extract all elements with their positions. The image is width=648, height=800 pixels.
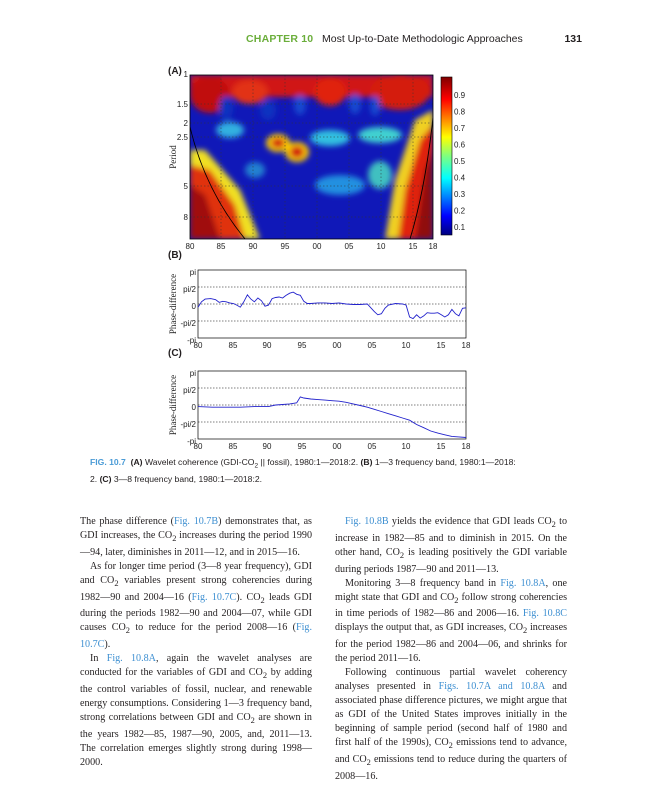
phase-axis-label-c: Phase-difference bbox=[168, 374, 178, 436]
x-tick-label: 15 bbox=[436, 341, 446, 350]
phase-tick-label: pi bbox=[189, 369, 196, 378]
colorbar-tick-label: 0.3 bbox=[454, 190, 466, 199]
period-tick-label: 2.5 bbox=[176, 133, 188, 142]
text-run: increases during the period 1990—94, later, diminishes in 2011—12, and in 2015—16. bbox=[80, 529, 312, 558]
text-run: emissions tend to advance, and CO bbox=[335, 736, 567, 765]
x-tick-label: 18 bbox=[461, 442, 471, 451]
heatmap-x-ticks bbox=[186, 242, 438, 251]
period-tick-label: 2 bbox=[183, 119, 188, 128]
subscript: 2 bbox=[399, 550, 405, 560]
phase-x-ticks-c bbox=[194, 442, 471, 451]
x-tick-label: 85 bbox=[228, 442, 238, 451]
text-run: ) demonstrates that, as GDI increases, the CO bbox=[80, 516, 312, 541]
subscript: 2 bbox=[260, 595, 265, 605]
subscript: 2 bbox=[448, 740, 453, 750]
text-run: yields the evidence that GDI leads CO bbox=[388, 516, 552, 527]
colorbar-tick-label: 0.9 bbox=[454, 91, 466, 100]
x-tick-label: 00 bbox=[332, 341, 342, 350]
right-paragraph-3 bbox=[335, 666, 567, 783]
text-run: follow strong coherencies in time periods of 1982—86 and 2006—16. bbox=[335, 591, 567, 620]
x-tick-label: 80 bbox=[193, 442, 203, 451]
x-tick-label: 10 bbox=[401, 341, 411, 350]
colorbar-tick-label: 0.8 bbox=[454, 107, 466, 117]
caption-part-b-text2: 2. bbox=[90, 473, 98, 484]
text-run: increases for the period 1982—86 and 2004—06, and shrinks for the period 2011—16. bbox=[335, 622, 567, 665]
phase-tick-label: 0 bbox=[191, 403, 196, 412]
figure-link[interactable]: Figs. 10.7A and 10.8A bbox=[438, 681, 545, 693]
colorbar-tick-label: 0.1 bbox=[454, 223, 466, 232]
subscript: 2 bbox=[250, 715, 255, 725]
phase-ticks-b bbox=[180, 268, 196, 345]
right-column bbox=[335, 515, 567, 783]
left-column bbox=[80, 515, 312, 770]
figure-caption bbox=[90, 456, 570, 485]
colorbar-tick-label: 0.2 bbox=[454, 206, 466, 216]
caption-part-a-text2: || fossil), 1980:1—2018:2. bbox=[258, 457, 359, 467]
text-run: and associated phase difference pictures, we might argue that as GDI of the United States improves initially in the beginning of sample period (second half of 1980 and first half of the 1990s), CO bbox=[335, 681, 567, 748]
x-tick-label: 10 bbox=[376, 242, 386, 251]
text-run: ). bbox=[104, 639, 111, 651]
x-tick-label: 00 bbox=[312, 242, 322, 251]
phase-tick-label: pi/2 bbox=[183, 386, 196, 395]
caption-figure-label: FIG. 10.7 bbox=[90, 457, 126, 467]
x-tick-label: 18 bbox=[428, 242, 438, 251]
x-tick-label: 95 bbox=[297, 442, 307, 451]
subscript: 2 bbox=[114, 578, 119, 588]
period-tick-label: 1 bbox=[183, 70, 188, 79]
figure-link[interactable]: Fig. 10.8B bbox=[345, 516, 389, 527]
colorbar bbox=[441, 77, 452, 235]
text-run: In bbox=[90, 653, 107, 665]
left-paragraph-3 bbox=[80, 652, 312, 769]
figure-link[interactable]: Fig. 10.8C bbox=[522, 608, 567, 620]
text-run: As for longer time period (3—8 year frequency), GDI and CO bbox=[80, 560, 312, 586]
x-tick-label: 00 bbox=[332, 442, 342, 451]
caption-part-b-text: 1—3 frequency band, 1980:1—2018: bbox=[374, 457, 516, 467]
colorbar-tick-label: 0.7 bbox=[454, 124, 466, 133]
x-tick-label: 90 bbox=[248, 242, 258, 251]
text-run: Following continuous partial wavelet coherency analyses presented in bbox=[335, 667, 567, 693]
x-tick-label: 80 bbox=[185, 242, 195, 251]
panel-a-label: (A) bbox=[168, 66, 182, 77]
figure-link[interactable]: Fig. 10.7C bbox=[191, 591, 237, 603]
period-tick-label: 1.5 bbox=[176, 100, 188, 109]
chapter-label: CHAPTER 10 bbox=[246, 33, 314, 45]
subscript: 2 bbox=[551, 520, 556, 530]
caption-part-b-label: (B) bbox=[360, 457, 373, 467]
phase-tick-label: pi/2 bbox=[183, 285, 196, 294]
phase-tick-label: pi bbox=[189, 268, 196, 277]
figure-link[interactable]: Fig. 10.8A bbox=[106, 653, 156, 665]
period-axis-label: Period bbox=[168, 145, 178, 169]
page-number: 131 bbox=[564, 33, 582, 45]
period-tick-label: 8 bbox=[183, 213, 188, 222]
subscript: 2 bbox=[262, 671, 268, 681]
x-tick-label: 90 bbox=[262, 341, 272, 350]
subscript: 2 bbox=[454, 595, 459, 605]
phase-tick-label: -pi bbox=[187, 437, 196, 446]
caption-part-c-label: (C) bbox=[99, 473, 112, 484]
x-tick-label: 05 bbox=[344, 242, 354, 251]
period-axis-ticks bbox=[177, 70, 189, 222]
subscript: 2 bbox=[125, 626, 130, 636]
text-run: variables present strong coherencies during 1982—90 and 2004—16 ( bbox=[80, 574, 312, 603]
subscript: 2 bbox=[366, 757, 371, 767]
x-tick-label: 15 bbox=[408, 242, 418, 251]
phase-ticks-c bbox=[180, 369, 196, 446]
phase-tick-label: -pi/2 bbox=[180, 420, 196, 429]
x-tick-label: 95 bbox=[280, 242, 290, 251]
text-run: emissions tend to reduce during the quarters of 2008—16. bbox=[335, 753, 567, 782]
subscript: 2 bbox=[172, 533, 177, 543]
text-run: leads GDI during the periods 1982—90 and 2004—07, while GDI causes CO bbox=[80, 591, 312, 634]
panel-b-label: (B) bbox=[168, 250, 182, 261]
caption-part-a-label: (A) bbox=[130, 457, 143, 467]
phase-tick-label: -pi/2 bbox=[180, 319, 196, 328]
x-tick-label: 15 bbox=[436, 442, 446, 451]
text-run: , again the wavelet analyses are conducted for the variables of GDI and CO bbox=[80, 653, 312, 679]
text-run: is leading positively the GDI variable during periods 1987—90 and 2011—13. bbox=[335, 546, 568, 575]
x-tick-label: 85 bbox=[216, 242, 226, 251]
figure-link[interactable]: Fig. 10.7C bbox=[80, 622, 312, 651]
text-run: displays the output that, as GDI increases, CO bbox=[335, 622, 524, 634]
left-paragraph-2 bbox=[80, 560, 312, 652]
right-paragraph-1 bbox=[335, 515, 567, 577]
panel-c-label: (C) bbox=[168, 348, 182, 359]
subscript: 2 bbox=[523, 626, 528, 636]
phase-x-ticks-b bbox=[194, 341, 471, 350]
period-tick-label: 5 bbox=[183, 182, 188, 191]
text-run: to reduce for the period 2008—16 ( bbox=[129, 622, 296, 634]
caption-part-c-text: 3—8 frequency band, 1980:1—2018:2. bbox=[113, 473, 263, 484]
x-tick-label: 85 bbox=[228, 341, 238, 350]
colorbar-ticks bbox=[454, 91, 466, 232]
text-run: are shown in the years 1982—85, 1987—90, 2005, and, 2011—13. The correlation emerges slightly strong during 1998—2000. bbox=[80, 711, 312, 768]
phase-tick-label: -pi bbox=[187, 336, 196, 345]
text-run: to increase in 1982—85 and to diminish in 2015. On the other hand, CO bbox=[335, 516, 567, 558]
x-tick-label: 10 bbox=[401, 442, 411, 451]
colorbar-tick-label: 0.4 bbox=[454, 173, 466, 183]
x-tick-label: 95 bbox=[297, 341, 307, 350]
caption-part-a-sub: 2 bbox=[254, 462, 259, 470]
right-paragraph-2 bbox=[335, 577, 567, 666]
text-run: The phase difference ( bbox=[80, 516, 174, 527]
phase-plot-c bbox=[198, 371, 466, 439]
phase-axis-label-b: Phase-difference bbox=[168, 273, 178, 335]
figure-link[interactable]: Fig. 10.7B bbox=[173, 516, 219, 527]
x-tick-label: 90 bbox=[262, 442, 272, 451]
phase-tick-label: 0 bbox=[191, 302, 196, 311]
colorbar-tick-label: 0.5 bbox=[454, 157, 466, 166]
colorbar-tick-label: 0.6 bbox=[454, 140, 466, 150]
text-run: , one might state that GDI and CO bbox=[335, 577, 568, 603]
caption-part-a-text: Wavelet coherence (GDI-CO bbox=[144, 457, 255, 467]
chapter-title: Most Up-to-Date Methodologic Approaches bbox=[322, 33, 523, 45]
x-tick-label: 05 bbox=[367, 341, 377, 350]
text-run: Monitoring 3—8 frequency band in bbox=[345, 577, 501, 589]
coherence-heatmap bbox=[190, 74, 433, 239]
x-tick-label: 18 bbox=[461, 341, 471, 350]
text-run: by adding the control variables of fossil, nuclear, and renewable energy consumptions. Considering 1—3 frequency band, strong correlations between GDI and CO bbox=[80, 667, 312, 723]
phase-plot-b bbox=[198, 270, 466, 338]
left-paragraph-1 bbox=[80, 515, 312, 560]
x-tick-label: 80 bbox=[193, 341, 203, 350]
text-run: ). CO bbox=[236, 591, 261, 603]
x-tick-label: 05 bbox=[367, 442, 377, 451]
figure-link[interactable]: Fig. 10.8A bbox=[500, 577, 546, 589]
